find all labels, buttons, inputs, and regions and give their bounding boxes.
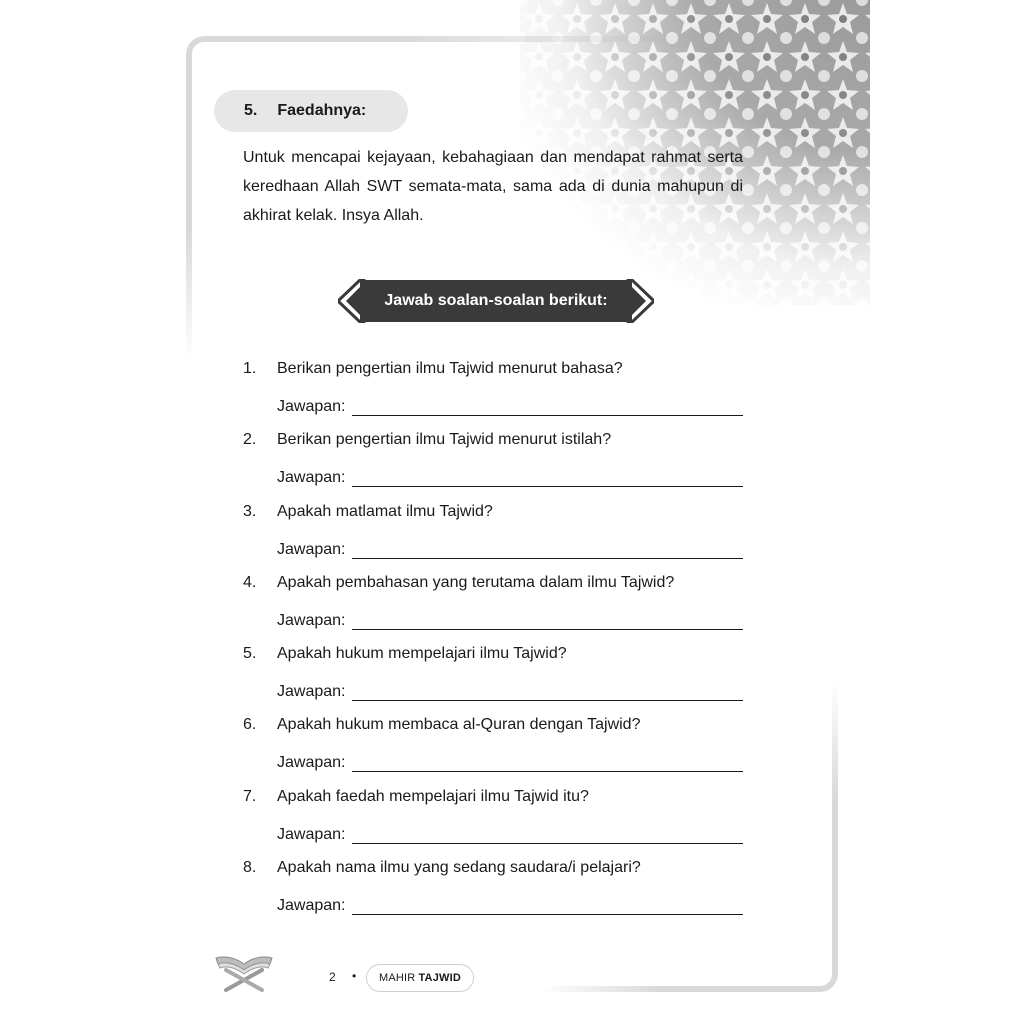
question-number: 2.: [243, 431, 257, 449]
answer-blank[interactable]: [352, 757, 744, 772]
question-number: 4.: [243, 573, 257, 591]
book-title-main: TAJWID: [418, 972, 461, 984]
question-item: [243, 356, 743, 427]
footer-separator: •: [352, 969, 357, 983]
book-title-badge: [366, 964, 474, 992]
question-text: Apakah hukum mempelajari ilmu Tajwid?: [277, 645, 567, 663]
answer-blank[interactable]: [352, 544, 744, 559]
question-item: [243, 855, 743, 926]
question-number: 8.: [243, 859, 257, 877]
question-item: [243, 712, 743, 783]
question-number: 3.: [243, 502, 257, 520]
answer-label: Jawapan:: [277, 540, 346, 558]
question-text: Apakah nama ilmu yang sedang saudara/i pelajari?: [277, 859, 641, 877]
question-text: Berikan pengertian ilmu Tajwid menurut bahasa?: [277, 360, 623, 377]
question-item: [243, 570, 743, 641]
question-text: Apakah hukum membaca al-Quran dengan Tajwid?: [277, 716, 641, 734]
answer-blank[interactable]: [352, 615, 744, 630]
instruction-banner: [338, 279, 654, 323]
banner-label: Jawab soalan-soalan berikut:: [384, 292, 608, 309]
section-title: Faedahnya:: [277, 102, 367, 119]
book-title-prefix: MAHIR: [379, 972, 416, 984]
question-item: [243, 641, 743, 712]
answer-blank[interactable]: [352, 472, 744, 487]
answer-label: Jawapan:: [277, 897, 346, 915]
answer-blank[interactable]: [352, 686, 744, 701]
section-number: 5.: [244, 102, 258, 119]
question-list: [243, 356, 743, 926]
answer-blank[interactable]: [352, 900, 744, 915]
section-heading: [214, 90, 408, 132]
question-item: [243, 499, 743, 570]
answer-label: Jawapan:: [277, 754, 346, 772]
answer-blank[interactable]: [352, 401, 744, 416]
question-item: [243, 427, 743, 498]
question-number: 6.: [243, 716, 257, 734]
question-item: [243, 784, 743, 855]
question-number: 5.: [243, 645, 257, 663]
answer-label: Jawapan:: [277, 825, 346, 843]
answer-label: Jawapan:: [277, 683, 346, 701]
answer-label: Jawapan:: [277, 398, 346, 415]
question-number: 7.: [243, 787, 257, 805]
answer-label: Jawapan:: [277, 611, 346, 629]
page-number: 2: [329, 970, 336, 984]
section-paragraph: Untuk mencapai kejayaan, kebahagiaan dan mendapat rahmat serta keredhaan Allah SWT semata-mata, sama ada di dunia mahupun di akhirat kelak. Insya Allah.: [243, 149, 743, 224]
question-number: 1.: [243, 360, 257, 377]
answer-label: Jawapan:: [277, 469, 346, 487]
question-text: Apakah matlamat ilmu Tajwid?: [277, 502, 493, 520]
question-text: Berikan pengertian ilmu Tajwid menurut istilah?: [277, 431, 612, 449]
question-text: Apakah faedah mempelajari ilmu Tajwid itu?: [277, 787, 589, 805]
answer-blank[interactable]: [352, 829, 744, 844]
quran-stand-icon: [212, 950, 276, 994]
question-text: Apakah pembahasan yang terutama dalam ilmu Tajwid?: [277, 573, 675, 591]
